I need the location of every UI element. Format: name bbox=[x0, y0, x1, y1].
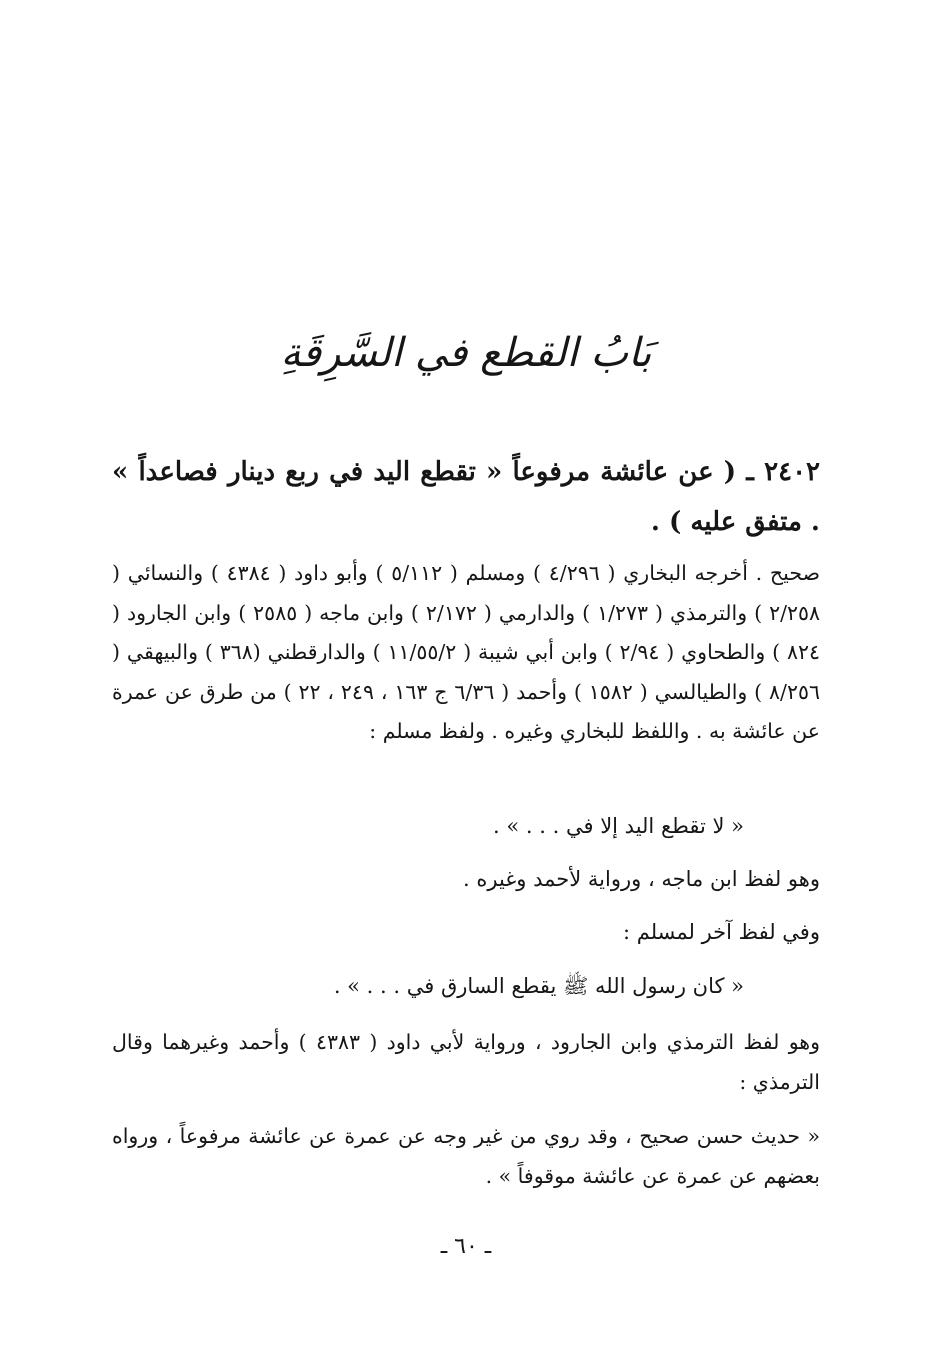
other-muslim-line: وفي لفظ آخر لمسلم : bbox=[622, 920, 820, 944]
chapter-title: بَابُ القطع في السَّرِقَةِ bbox=[280, 330, 652, 376]
page-number: ـ ٦٠ ـ bbox=[440, 1234, 492, 1259]
hadith-hasan-paragraph bbox=[112, 1116, 820, 1196]
takhrij-paragraph bbox=[112, 554, 820, 752]
ibn-majah-line: وهو لفظ ابن ماجه ، ورواية لأحمد وغيره . bbox=[463, 867, 820, 891]
tirmidhi-text: وهو لفظ الترمذي وابن الجارود ، ورواية لأبي داود ( ٤٣٨٣ ) وأحمد وغيرهما وقال الترمذي : bbox=[112, 1030, 821, 1094]
tirmidhi-paragraph bbox=[112, 1022, 820, 1102]
hadith-hasan-text: « حديث حسن صحيح ، وقد روي من غير وجه عن عمرة عن عائشة مرفوعاً ، ورواه بعضهم عن عمرة عن عائشة موقوفاً » . bbox=[112, 1124, 820, 1188]
hadith-text bbox=[112, 447, 820, 547]
quote-prophet-line: « كان رسول الله ﷺ يقطع السارق في . . . » . bbox=[333, 974, 744, 998]
hadith-paragraph: ٢٤٠٢ ـ ( عن عائشة مرفوعاً « تقطع اليد في ربع دينار فصاعداً » . متفق عليه ) . bbox=[112, 457, 820, 537]
takhrij-text: صحيح . أخرجه البخاري ( ٤/٢٩٦ ) ومسلم ( ٥/١١٢ ) وأبو داود ( ٤٣٨٤ ) والنسائي ( ٢/٢٥٨ ) والترمذي ( ١/٢٧٣ ) والدارمي ( ٢/١٧٢ ) وابن ماجه ( ٢٥٨٥ ) وابن الجارود ( ٨٢٤ ) والطحاوي ( ٢/٩٤ ) وابن أبي شيبة ( ١١/٥٥/٢ ) والدارقطني (٣٦٨ ) والبيهقي ( ٨/٢٥٦ ) والطيالسي ( ١٥٨٢ ) وأحمد ( ٦/٣٦ ج ١٦٣ ، ٢٤٩ ، ٢٢ ) من طرق عن عمرة عن عائشة به . واللفظ للبخاري وغيره . ولفظ مسلم : bbox=[112, 561, 821, 743]
quote-muslim-line: « لا تقطع اليد إلا في . . . » . bbox=[493, 814, 744, 838]
